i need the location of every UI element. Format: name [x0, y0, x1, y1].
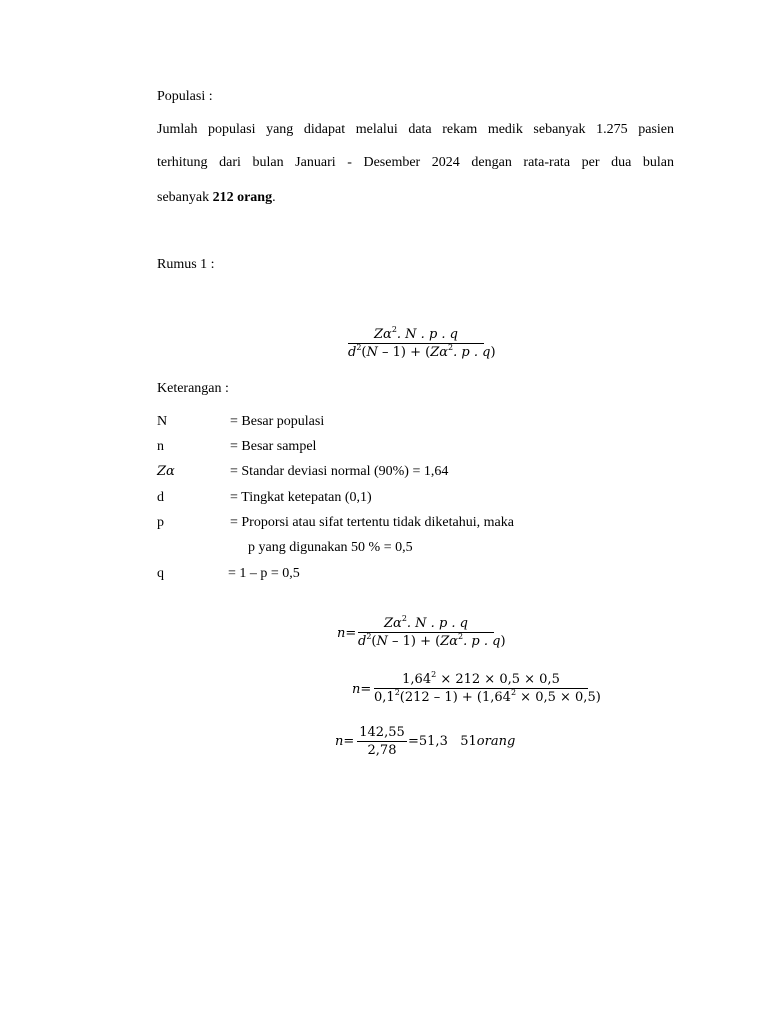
- calc-step-2-denominator: $0,1^2(212 - 1) + (1,64^2 \times 0,5 \times 0,5)$: [374, 688, 601, 705]
- legend-symbol-z-alpha: Zα: [157, 464, 175, 479]
- legend-desc-n: = Besar sampel: [230, 439, 317, 454]
- heading-keterangan: Keterangan :: [157, 381, 229, 396]
- paragraph-line-3: [157, 190, 276, 206]
- calc-step-1-denominator: $d^2(N - 1) + (Z\alpha^2$. p . q): [358, 632, 506, 649]
- formula-1-denominator: $d^2(N - 1) + (Z\alpha^2$. p . q): [348, 343, 496, 360]
- legend-desc-z-alpha: = Standar deviasi normal (90%) = 1,64: [230, 464, 449, 479]
- legend-symbol-n: n: [157, 439, 164, 454]
- legend-desc-d: = Tingkat ketepatan (0,1): [230, 490, 372, 505]
- calc-step-3-fraction: [357, 725, 407, 758]
- heading-rumus: Rumus 1 :: [157, 257, 215, 272]
- paragraph-line-1: Jumlah populasi yang didapat melalui data rekam medik sebanyak 1.275 pasien: [157, 122, 674, 137]
- legend-symbol-p: p: [157, 515, 164, 530]
- heading-populasi: Populasi :: [157, 89, 213, 104]
- legend-symbol-d: d: [157, 490, 164, 505]
- legend-symbol-q: q: [157, 566, 164, 581]
- calc-step-3-denominator: 2,78: [367, 743, 397, 758]
- legend-desc-p: = Proporsi atau sifat tertentu tidak diketahui, maka: [230, 515, 514, 530]
- calc-step-3-result: [408, 734, 515, 749]
- calc-step-3-result-value: =51,3: [408, 734, 448, 749]
- calc-step-1-fraction-bar: [358, 632, 494, 633]
- calc-step-3-unit: orang: [476, 734, 516, 749]
- calc-step-2-fraction: [374, 670, 601, 705]
- paragraph-line-3-prefix: sebanyak: [157, 190, 213, 205]
- legend-desc-N: = Besar populasi: [230, 414, 325, 429]
- paragraph-line-2: terhitung dari bulan Januari - Desember 2024 dengan rata-rata per dua bulan: [157, 155, 674, 170]
- paragraph-bold-count: 212 orang: [212, 190, 273, 205]
- calc-step-3-numerator: 142,55: [359, 725, 405, 740]
- legend-desc-p-continued: p yang digunakan 50 % = 0,5: [248, 540, 413, 555]
- formula-1: [348, 325, 496, 360]
- calc-step-2-numerator: $1,64^2 \times 212 \times 0,5 \times 0,5$: [402, 670, 560, 687]
- calc-step-2-fraction-bar: [374, 688, 588, 689]
- formula-1-fraction-bar: [348, 343, 484, 344]
- legend-symbol-N: N: [157, 414, 168, 429]
- formula-1-numerator: $Z\alpha^2$. N . p . q: [374, 325, 458, 342]
- calc-step-3-fraction-bar: [357, 741, 407, 742]
- calc-step-2-lhs: n=: [352, 682, 372, 697]
- legend-desc-q: = 1 – p = 0,5: [228, 566, 300, 581]
- calc-step-3-final-value: 51: [460, 734, 477, 749]
- calc-step-1-fraction: [358, 614, 506, 649]
- calc-step-3-lhs: n=: [335, 734, 355, 749]
- calc-step-1-numerator: $Z\alpha^2$. N . p . q: [384, 614, 468, 631]
- calc-step-1-lhs: n=: [337, 626, 357, 641]
- paragraph-line-3-suffix: .: [272, 190, 276, 205]
